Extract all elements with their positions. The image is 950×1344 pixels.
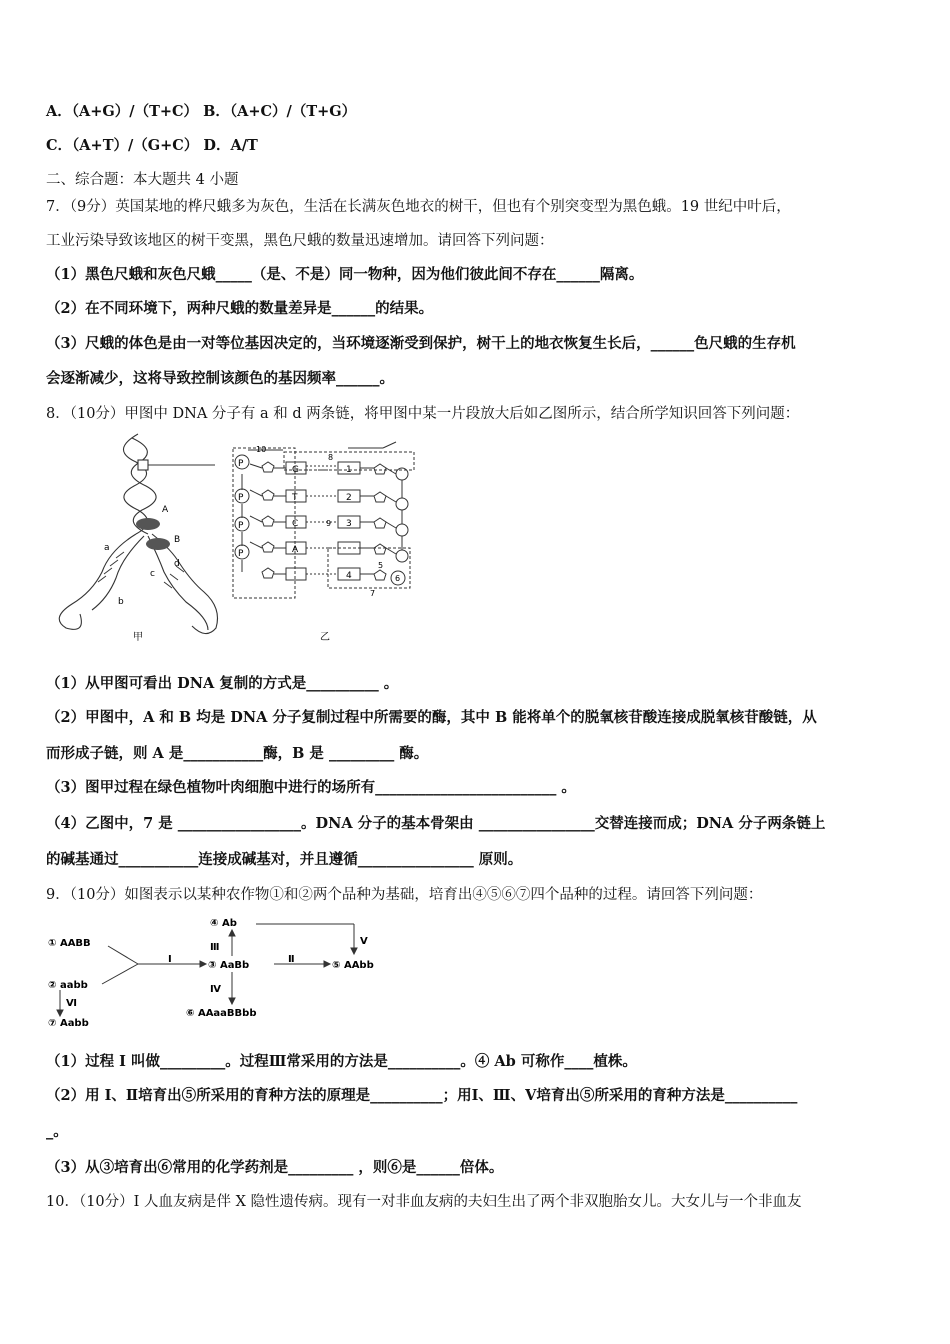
base-3: 3 (346, 519, 352, 529)
q8-part4-line2: 的碱基通过___________连接成碱基对，并且遵循________________ 原则。 (46, 851, 523, 868)
q8-part1: （1）从甲图可看出 DNA 复制的方式是__________ 。 (46, 675, 399, 692)
q9-intro: 9．（10分）如图表示以某种农作物①和②两个品种为基础，培育出④⑤⑥⑦四个品种的过程。请回答下列问题： (46, 887, 763, 903)
options-row-1: A．（A+G）/（T+C） B．（A+C）/（T+G） (46, 103, 357, 120)
label-8: 8 (328, 453, 334, 462)
q7-intro-line1: 7．（9分）英国某地的桦尺蛾多为灰色，生活在长满灰色地衣的树干，但也有个别突变型为黑色蛾。19 世纪中叶后， (46, 199, 791, 215)
edge-1-cross (108, 946, 138, 964)
strand-c (148, 536, 208, 630)
step-IV: Ⅳ (210, 984, 221, 995)
q8-intro: 8．（10分）甲图中 DNA 分子有 a 和 d 两条链，将甲图中某一片段放大后如乙图所示，结合所学知识回答下列问题： (46, 406, 800, 422)
q8-part2-line2: 而形成子链，则 A 是___________酶，B 是 _________ 酶。 (46, 745, 429, 762)
base-4: 4 (346, 571, 352, 581)
q8-part4-line1: （4）乙图中，7 是 _________________。DNA 分子的基本骨架由 ________________交替连接而成；DNA 分子两条链上 (46, 815, 826, 832)
step-III: Ⅲ (210, 942, 220, 953)
node-7-Aabb: ⑦ Aabb (48, 1018, 89, 1029)
label-7: 7 (370, 589, 376, 598)
q9-part2-line2: _。 (46, 1123, 68, 1140)
p-label-2: P (238, 493, 244, 503)
label-9: 9 (326, 519, 332, 528)
step-II: Ⅱ (288, 954, 295, 965)
p-label-3: P (238, 521, 244, 531)
q7-part3-line1: （3）尺蛾的体色是由一对等位基因决定的，当环境逐渐受到保护，树干上的地衣恢复生长后，______色尺蛾的生存机 (46, 335, 796, 352)
fig-jia-dna-replication (40, 432, 240, 647)
options-row-2: C．（A+T）/（G+C） D．A/T (46, 137, 258, 154)
node-3-AaBb: ③ AaBb (208, 960, 250, 971)
q8-part3: （3）图甲过程在绿色植物叶肉细胞中进行的场所有_________________________ 。 (46, 779, 576, 796)
q9-part3: （3）从③培育出⑥常用的化学药剂是_________ ，则⑥是______倍体。 (46, 1159, 504, 1176)
node-2-aabb: ② aabb (48, 980, 88, 991)
base-A: A (292, 545, 299, 555)
p-label-4: P (238, 549, 244, 559)
label-B: B (174, 535, 181, 545)
base-G: G (292, 465, 299, 475)
q9-part2-line1: （2）用 I、Ⅱ培育出⑤所采用的育种方法的原理是__________；用Ⅰ、Ⅲ、Ⅴ培育出⑤所采用的育种方法是__________ (46, 1087, 798, 1104)
edge-2-cross (102, 964, 138, 984)
q7-part3-line2: 会逐渐减少，这将导致控制该颜色的基因频率______。 (46, 370, 394, 387)
label-a: a (104, 543, 110, 553)
label-b: b (118, 597, 124, 607)
q7-part2: （2）在不同环境下，两种尺蛾的数量差异是______的结果。 (46, 300, 434, 317)
q7-part1: （1）黑色尺蛾和灰色尺蛾_____（是、不是）同一物种，因为他们彼此间不存在______隔离。 (46, 266, 644, 283)
q9-breeding-diagram (46, 912, 396, 1032)
label-A: A (162, 505, 169, 515)
q10-intro: 10．（10分）I 人血友病是伴 X 隐性遗传病。现有一对非血友病的夫妇生出了两个非双胞胎女儿。大女儿与一个非血友 (46, 1194, 802, 1210)
q9-part1: （1）过程 I 叫做_________。过程Ⅲ常采用的方法是__________。④ Ab 可称作____植株。 (46, 1053, 637, 1070)
step-VI: Ⅵ (66, 998, 77, 1009)
fig-jia-box (138, 460, 148, 470)
enzyme-A (136, 518, 160, 530)
base-2: 2 (346, 493, 352, 503)
label-c: c (150, 569, 155, 579)
label-d: d (174, 559, 180, 569)
label-5: 5 (378, 561, 384, 570)
caption-jia: 甲 (133, 632, 143, 643)
caption-yi: 乙 (320, 632, 330, 643)
fig-yi-dna-structure (228, 440, 428, 645)
enzyme-B (146, 538, 170, 550)
node-6-AAaaBBbb: ⑥ AAaaBBbb (186, 1008, 257, 1019)
p-label-1: P (238, 459, 244, 469)
base-1: 1 (346, 465, 352, 475)
label-10: 10 (256, 445, 267, 454)
node-5-AAbb: ⑤ AAbb (332, 960, 374, 971)
base-C: C (292, 519, 299, 529)
step-V: Ⅴ (360, 936, 368, 947)
step-I: I (168, 954, 172, 965)
label-6: 6 (395, 574, 401, 583)
q8-part2-line1: （2）甲图中，A 和 B 均是 DNA 分子复制过程中所需要的酶，其中 B 能将单个的脱氧核苷酸连接成脱氧核苷酸链，从 (46, 709, 817, 726)
q7-intro-line2: 工业污染导致该地区的树干变黑，黑色尺蛾的数量迅速增加。请回答下列问题： (46, 233, 554, 249)
section-2-header: 二、综合题：本大题共 4 小题 (46, 172, 239, 188)
node-1-AABB: ① AABB (48, 938, 91, 949)
strand-a (59, 534, 136, 629)
base-T: T (292, 493, 298, 503)
node-4-Ab: ④ Ab (210, 918, 237, 929)
